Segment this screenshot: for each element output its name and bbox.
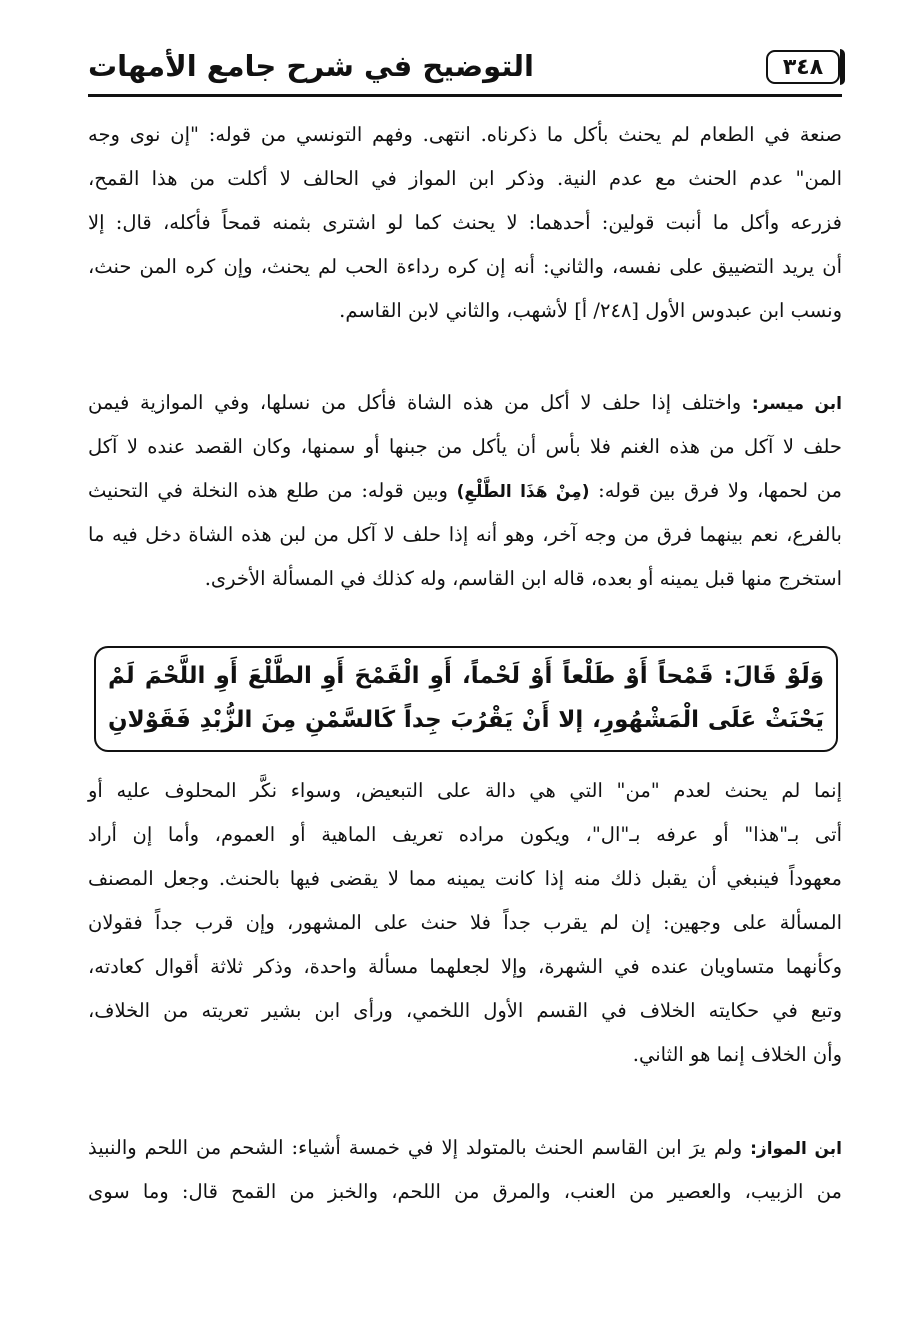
speaker-label: ابن ميسر:	[751, 394, 842, 414]
text-line: المسألة على وجهين: إن لم يقرب جداً فلا حنث على المشهور، وإن قرب جداً فقولان	[88, 911, 842, 934]
text-line: صنعة في الطعام لم يحنث بأكل ما ذكرناه. انتهى. وفهم التونسي من قوله: "إن نوى وجه	[88, 123, 842, 146]
text-line	[88, 469, 842, 513]
quranic-quote: (مِنْ هَذَا الطَّلْعِ)	[456, 482, 590, 502]
speaker-label: ابن المواز:	[750, 1139, 842, 1159]
text-line: ونسب ابن عبدوس الأول [٢٤٨/ أ] لأشهب، والثاني لابن القاسم.	[339, 299, 842, 322]
text-line: معهوداً فينبغي أن يقبل ذلك منه إذا كانت يمينه مما لا يقضى فيها بالحنث. وجعل المصنف	[88, 867, 842, 890]
text-fragment: وبين قوله: من طلع هذه النخلة في التحنيث	[88, 479, 457, 502]
text-line: وتبع في حكايته الخلاف في القسم الأول اللخمي، ورأى ابن بشير تعريته من الخلاف،	[88, 999, 842, 1022]
matn-box	[94, 646, 838, 752]
text-fragment: واختلف إذا حلف لا أكل من هذه الشاة فأكل من نسلها، وفي الموازية فيمن	[88, 391, 752, 414]
text-fragment: من لحمها، ولا فرق بين قوله:	[589, 479, 842, 502]
text-line: من الزبيب، والعصير من العنب، والمرق من اللحم، والخبز من القمح قال: وما سوى	[88, 1180, 842, 1203]
text-line: فزرعه وأكل ما أنبت قولين: أحدهما: لا يحنث كما لو اشترى بثمنه قمحاً فأكله، قال: إلا	[88, 211, 842, 234]
text-line: وكأنهما متساويان عنده في الشهرة، وإلا لجعلهما مسألة واحدة، وذكر ثلاثة أقوال كعادته،	[88, 955, 842, 978]
text-line: استخرج منها قبل يمينه أو بعده، قاله ابن القاسم، وله كذلك في المسألة الأخرى.	[204, 567, 842, 590]
text-line: بالفرع، نعم بينهما فرق من وجه آخر، وهو أنه إذا حلف لا آكل من لبن هذه الشاة دخل فيه ما	[88, 523, 842, 546]
matn-line: وَلَوْ قَالَ: قَمْحاً أَوْ طَلْعاً أَوْ لَحْماً، أَوِ الْقَمْحَ أَوِ الطَّلْعَ أَوِ اللَّحْمَ لَمْ	[108, 663, 824, 689]
page-number: ٣٤٨	[766, 50, 840, 84]
book-title: التوضيح في شرح جامع الأمهات	[88, 49, 535, 83]
text-line	[88, 381, 842, 425]
paragraph-4	[88, 1126, 842, 1214]
text-line: أن يريد التضييق على نفسه، والثاني: أنه إن كره رداءة الحب لم يحنث، وإن كره المن حنث،	[88, 255, 842, 278]
text-fragment: ولم يرَ ابن القاسم الحنث بالمتولد إلا في خمسة أشياء: الشحم من اللحم والنبيذ	[88, 1136, 751, 1159]
paragraph-2	[88, 381, 842, 601]
text-line	[88, 1126, 842, 1170]
text-line: حلف لا آكل من هذه الغنم فلا بأس أن يأكل من جبنها أو سمنها، وكان القصد عنده لا آكل	[88, 435, 842, 458]
text-line: وأن الخلاف إنما هو الثاني.	[632, 1043, 842, 1066]
text-line: المن" عدم الحنث مع عدم النية. وذكر ابن المواز في الحالف لا أكلت من هذا القمح،	[88, 167, 842, 190]
paragraph-1	[88, 113, 842, 333]
header-divider	[88, 94, 842, 97]
text-line: أتى بـ"هذا" أو عرفه بـ"ال"، ويكون مراده تعريف الماهية أو العموم، وأما إن أراد	[88, 823, 842, 846]
matn-line: يَحْنَثْ عَلَى الْمَشْهُورِ، إلا أَنْ يَقْرُبَ جِداً كَالسَّمْنِ مِنَ الزُّبْدِ فَقَوْلانِ	[108, 707, 824, 733]
page-header	[88, 40, 848, 92]
paragraph-3	[88, 769, 842, 1077]
text-line: إنما لم يحنث لعدم "من" التي هي دالة على التبعيض، وسواء نكَّر المحلوف عليه أو	[88, 779, 842, 802]
